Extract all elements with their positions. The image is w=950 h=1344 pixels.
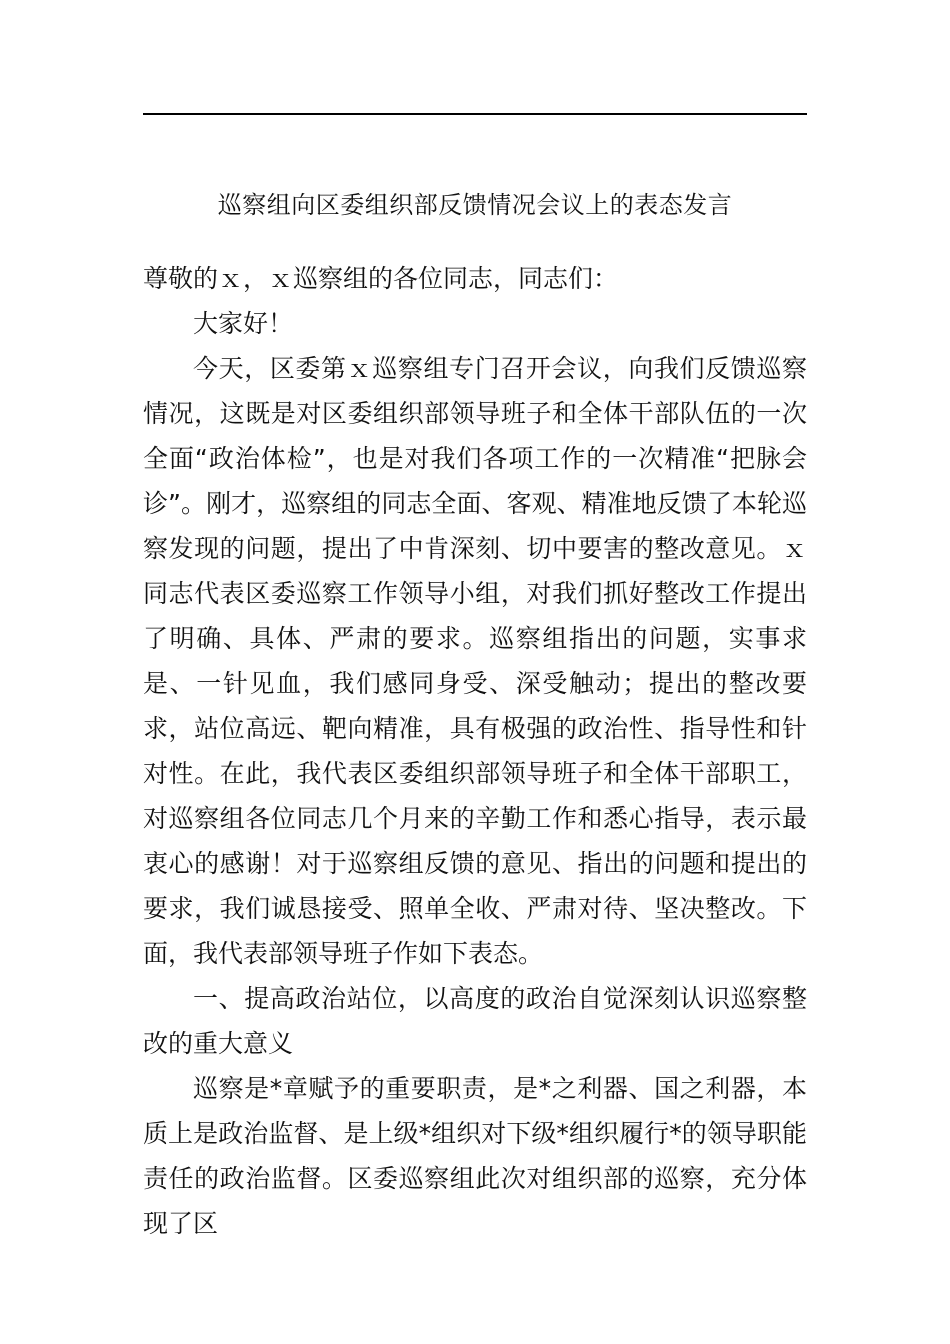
intro-paragraph: 今天，区委第ｘ巡察组专门召开会议，向我们反馈巡察情况，这既是对区委组织部领导班子和全体干部队伍的一次全面“政治体检”，也是对我们各项工作的一次精准“把脉会诊”。刚才，巡察组的同志全面、客观、精准地反馈了本轮巡察发现的问题，提出了中肯深刻、切中要害的整改意见。ｘ同志代表区委巡察工作领导小组，对我们抓好整改工作提出了明确、具体、严肃的要求。巡察组指出的问题，实事求是、一针见血，我们感同身受、深受触动；提出的整改要求，站位高远、靶向精准，具有极强的政治性、指导性和针对性。在此，我代表区委组织部领导班子和全体干部职工，对巡察组各位同志几个月来的辛勤工作和悉心指导，表示最衷心的感谢！对于巡察组反馈的意见、指出的问题和提出的要求，我们诚恳接受、照单全收、严肃对待、坚决整改。下面，我代表部领导班子作如下表态。 [143, 354, 807, 968]
section-heading-1: 一、提高政治站位，以高度的政治自觉深刻认识巡察整改的重大意义 [143, 984, 807, 1058]
document-title: 巡察组向区委组织部反馈情况会议上的表态发言 [217, 191, 733, 219]
greeting-paragraph: 大家好！ [193, 309, 294, 338]
header-rule [143, 113, 807, 115]
document-body [143, 256, 807, 1246]
section-paragraph-1: 巡察是*章赋予的重要职责，是*之利器、国之利器，本质上是政治监督、是上级*组织对下级*组织履行*的领导职能责任的政治监督。区委巡察组此次对组织部的巡察，充分体现了区 [143, 1074, 807, 1238]
salutation: 尊敬的ｘ，ｘ巡察组的各位同志，同志们： [143, 264, 619, 293]
